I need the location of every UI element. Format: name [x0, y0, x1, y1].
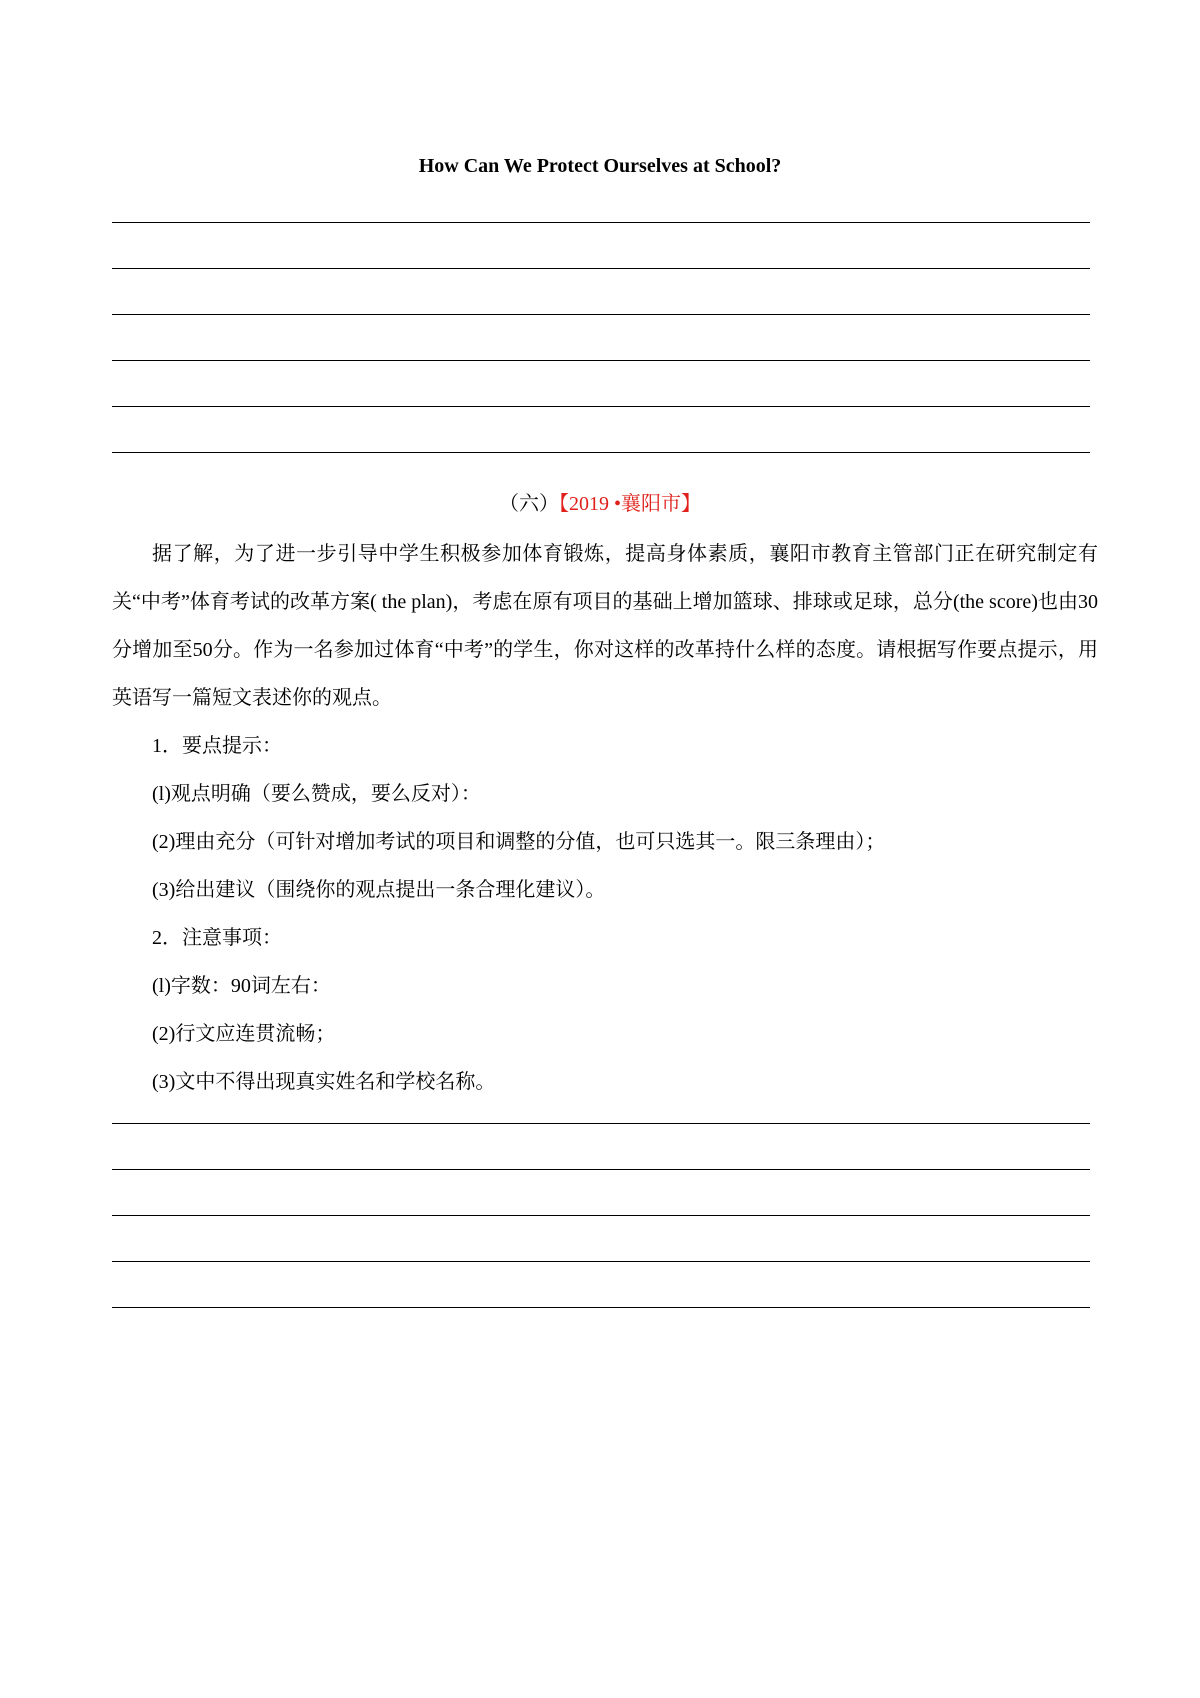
note-item: (3)文中不得出现真实姓名和学校名称。 [152, 1071, 496, 1093]
points-heading: 1．要点提示： [152, 735, 282, 757]
writing-line [112, 1307, 1090, 1308]
writing-line [112, 1169, 1090, 1170]
point-item: (3)给出建议（围绕你的观点提出一条合理化建议）。 [152, 879, 606, 901]
writing-lines-top [112, 222, 1090, 498]
note-item: (l)字数：90词左右： [152, 975, 331, 997]
essay-title: How Can We Protect Ourselves at School? [418, 155, 782, 177]
writing-line [112, 360, 1090, 361]
writing-line [112, 452, 1090, 453]
prompt-body [112, 530, 1098, 1106]
prompt-paragraph: 据了解，为了进一步引导中学生积极参加体育锻炼，提高身体素质，襄阳市教育主管部门正在研究制定有关“中考”体育考试的改革方案( the plan)，考虑在原有项目的基础上增加篮球、排球或足球，总分(the score)也由30分增加至50分。作为一名参加过体育“中考”的学生，你对这样的改革持什么样的态度。请根据写作要点提示，用英语写一篇短文表述你的观点。 [112, 543, 1098, 709]
notes-heading: 2．注意事项： [152, 927, 282, 949]
section-number: （六） [498, 493, 559, 515]
writing-line [112, 1123, 1090, 1124]
writing-line [112, 406, 1090, 407]
writing-line [112, 1261, 1090, 1262]
section-heading [0, 487, 1200, 516]
point-item: (2)理由充分（可针对增加考试的项目和调整的分值，也可只选其一。限三条理由）； [152, 831, 886, 853]
writing-line [112, 1215, 1090, 1216]
writing-line [112, 222, 1090, 223]
section-source-tag: 【2019 •襄阳市】 [558, 493, 701, 515]
point-item: (l)观点明确（要么赞成，要么反对）： [152, 783, 481, 805]
writing-lines-bottom [112, 1123, 1090, 1353]
writing-line [112, 268, 1090, 269]
note-item: (2)行文应连贯流畅； [152, 1023, 336, 1045]
writing-line [112, 314, 1090, 315]
